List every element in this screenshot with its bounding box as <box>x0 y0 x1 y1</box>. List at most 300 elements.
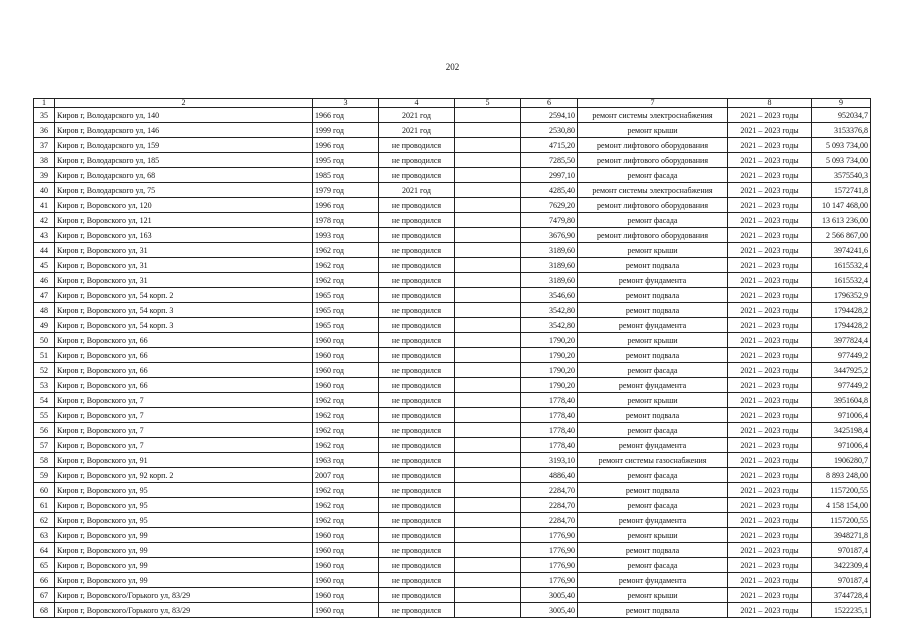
row-number-cell: 59 <box>34 468 55 483</box>
table-row <box>34 528 871 543</box>
period-cell: 2021 – 2023 годы <box>728 198 812 213</box>
period-cell: 2021 – 2023 годы <box>728 348 812 363</box>
column-header-4: 4 <box>379 99 455 108</box>
row-number-cell: 37 <box>34 138 55 153</box>
address-cell: Киров г, Воровского ул, 95 <box>55 513 313 528</box>
work-type-cell: ремонт фундамента <box>578 573 728 588</box>
table-row <box>34 123 871 138</box>
last-repair-year-cell: не проводился <box>379 333 455 348</box>
period-cell: 2021 – 2023 годы <box>728 438 812 453</box>
table-row <box>34 513 871 528</box>
row-number-cell: 43 <box>34 228 55 243</box>
cost-cell: 3948271,8 <box>812 528 871 543</box>
table-row <box>34 363 871 378</box>
last-repair-year-cell: не проводился <box>379 348 455 363</box>
work-type-cell: ремонт крыши <box>578 393 728 408</box>
last-repair-year-cell: не проводился <box>379 408 455 423</box>
work-type-cell: ремонт системы электроснабжения <box>578 183 728 198</box>
column-5-cell <box>455 273 521 288</box>
cost-cell: 977449,2 <box>812 348 871 363</box>
table-row <box>34 393 871 408</box>
cost-cell: 1615532,4 <box>812 273 871 288</box>
last-repair-year-cell: не проводился <box>379 378 455 393</box>
work-type-cell: ремонт подвала <box>578 483 728 498</box>
cost-cell: 3575540,3 <box>812 168 871 183</box>
last-repair-year-cell: не проводился <box>379 213 455 228</box>
table-row <box>34 588 871 603</box>
address-cell: Киров г, Володарского ул, 140 <box>55 108 313 123</box>
build-year-cell: 1962 год <box>313 483 379 498</box>
column-header-6: 6 <box>521 99 578 108</box>
column-5-cell <box>455 423 521 438</box>
table-row <box>34 138 871 153</box>
address-cell: Киров г, Воровского/Горького ул, 83/29 <box>55 603 313 618</box>
last-repair-year-cell: не проводился <box>379 558 455 573</box>
table-row <box>34 408 871 423</box>
cost-cell: 1796352,9 <box>812 288 871 303</box>
area-cell: 3189,60 <box>521 258 578 273</box>
last-repair-year-cell: не проводился <box>379 273 455 288</box>
area-cell: 4715,20 <box>521 138 578 153</box>
column-5-cell <box>455 438 521 453</box>
row-number-cell: 66 <box>34 573 55 588</box>
last-repair-year-cell: не проводился <box>379 198 455 213</box>
area-cell: 7479,80 <box>521 213 578 228</box>
cost-cell: 8 893 248,00 <box>812 468 871 483</box>
area-cell: 2284,70 <box>521 498 578 513</box>
address-cell: Киров г, Воровского ул, 99 <box>55 558 313 573</box>
area-cell: 3546,60 <box>521 288 578 303</box>
table-row <box>34 603 871 618</box>
cost-cell: 10 147 468,00 <box>812 198 871 213</box>
row-number-cell: 56 <box>34 423 55 438</box>
address-cell: Киров г, Володарского ул, 68 <box>55 168 313 183</box>
period-cell: 2021 – 2023 годы <box>728 183 812 198</box>
work-type-cell: ремонт системы газоснабжения <box>578 453 728 468</box>
address-cell: Киров г, Воровского ул, 91 <box>55 453 313 468</box>
work-type-cell: ремонт фундамента <box>578 273 728 288</box>
column-5-cell <box>455 378 521 393</box>
area-cell: 2530,80 <box>521 123 578 138</box>
page-number: 202 <box>445 62 460 72</box>
cost-cell: 4 158 154,00 <box>812 498 871 513</box>
row-number-cell: 36 <box>34 123 55 138</box>
column-5-cell <box>455 288 521 303</box>
area-cell: 3189,60 <box>521 243 578 258</box>
cost-cell: 1794428,2 <box>812 303 871 318</box>
last-repair-year-cell: не проводился <box>379 453 455 468</box>
build-year-cell: 1962 год <box>313 423 379 438</box>
last-repair-year-cell: не проводился <box>379 318 455 333</box>
cost-cell: 971006,4 <box>812 408 871 423</box>
column-header-1: 1 <box>34 99 55 108</box>
build-year-cell: 1962 год <box>313 438 379 453</box>
build-year-cell: 1962 год <box>313 513 379 528</box>
address-cell: Киров г, Воровского ул, 31 <box>55 273 313 288</box>
area-cell: 7285,50 <box>521 153 578 168</box>
table-row <box>34 378 871 393</box>
build-year-cell: 1960 год <box>313 588 379 603</box>
work-type-cell: ремонт подвала <box>578 348 728 363</box>
build-year-cell: 1960 год <box>313 363 379 378</box>
row-number-cell: 48 <box>34 303 55 318</box>
build-year-cell: 1965 год <box>313 288 379 303</box>
table-row <box>34 423 871 438</box>
row-number-cell: 55 <box>34 408 55 423</box>
period-cell: 2021 – 2023 годы <box>728 498 812 513</box>
last-repair-year-cell: не проводился <box>379 363 455 378</box>
column-5-cell <box>455 213 521 228</box>
area-cell: 3542,80 <box>521 318 578 333</box>
build-year-cell: 1962 год <box>313 243 379 258</box>
last-repair-year-cell: 2021 год <box>379 123 455 138</box>
period-cell: 2021 – 2023 годы <box>728 123 812 138</box>
table-row <box>34 453 871 468</box>
table-row <box>34 348 871 363</box>
period-cell: 2021 – 2023 годы <box>728 363 812 378</box>
last-repair-year-cell: не проводился <box>379 438 455 453</box>
table-row <box>34 183 871 198</box>
row-number-cell: 41 <box>34 198 55 213</box>
last-repair-year-cell: не проводился <box>379 588 455 603</box>
last-repair-year-cell: не проводился <box>379 228 455 243</box>
table-row <box>34 438 871 453</box>
last-repair-year-cell: не проводился <box>379 573 455 588</box>
column-header-8: 8 <box>728 99 812 108</box>
row-number-cell: 61 <box>34 498 55 513</box>
work-type-cell: ремонт крыши <box>578 588 728 603</box>
column-5-cell <box>455 183 521 198</box>
cost-cell: 3422309,4 <box>812 558 871 573</box>
area-cell: 3676,90 <box>521 228 578 243</box>
table-row <box>34 198 871 213</box>
area-cell: 3005,40 <box>521 603 578 618</box>
table-row <box>34 108 871 123</box>
work-type-cell: ремонт крыши <box>578 123 728 138</box>
build-year-cell: 1960 год <box>313 573 379 588</box>
area-cell: 4886,40 <box>521 468 578 483</box>
work-type-cell: ремонт системы электроснабжения <box>578 108 728 123</box>
column-5-cell <box>455 258 521 273</box>
address-cell: Киров г, Воровского ул, 7 <box>55 438 313 453</box>
row-number-cell: 38 <box>34 153 55 168</box>
period-cell: 2021 – 2023 годы <box>728 513 812 528</box>
cost-cell: 3977824,4 <box>812 333 871 348</box>
period-cell: 2021 – 2023 годы <box>728 333 812 348</box>
work-type-cell: ремонт подвала <box>578 258 728 273</box>
period-cell: 2021 – 2023 годы <box>728 453 812 468</box>
cost-cell: 970187,4 <box>812 543 871 558</box>
row-number-cell: 46 <box>34 273 55 288</box>
cost-cell: 3951604,8 <box>812 393 871 408</box>
last-repair-year-cell: 2021 год <box>379 183 455 198</box>
build-year-cell: 1962 год <box>313 393 379 408</box>
area-cell: 4285,40 <box>521 183 578 198</box>
row-number-cell: 53 <box>34 378 55 393</box>
cost-cell: 13 613 236,00 <box>812 213 871 228</box>
work-type-cell: ремонт крыши <box>578 333 728 348</box>
column-5-cell <box>455 558 521 573</box>
work-type-cell: ремонт лифтового оборудования <box>578 228 728 243</box>
build-year-cell: 1996 год <box>313 138 379 153</box>
last-repair-year-cell: не проводился <box>379 483 455 498</box>
table-row <box>34 273 871 288</box>
address-cell: Киров г, Воровского ул, 163 <box>55 228 313 243</box>
column-5-cell <box>455 123 521 138</box>
row-number-cell: 65 <box>34 558 55 573</box>
cost-cell: 1522235,1 <box>812 603 871 618</box>
column-5-cell <box>455 108 521 123</box>
last-repair-year-cell: не проводился <box>379 153 455 168</box>
last-repair-year-cell: не проводился <box>379 513 455 528</box>
row-number-cell: 47 <box>34 288 55 303</box>
cost-cell: 3744728,4 <box>812 588 871 603</box>
build-year-cell: 1960 год <box>313 348 379 363</box>
period-cell: 2021 – 2023 годы <box>728 168 812 183</box>
row-number-cell: 58 <box>34 453 55 468</box>
column-5-cell <box>455 528 521 543</box>
period-cell: 2021 – 2023 годы <box>728 603 812 618</box>
row-number-cell: 49 <box>34 318 55 333</box>
column-5-cell <box>455 198 521 213</box>
area-cell: 2284,70 <box>521 513 578 528</box>
work-type-cell: ремонт фундамента <box>578 378 728 393</box>
row-number-cell: 45 <box>34 258 55 273</box>
column-5-cell <box>455 603 521 618</box>
last-repair-year-cell: не проводился <box>379 528 455 543</box>
last-repair-year-cell: не проводился <box>379 258 455 273</box>
cost-cell: 5 093 734,00 <box>812 153 871 168</box>
address-cell: Киров г, Воровского ул, 66 <box>55 333 313 348</box>
period-cell: 2021 – 2023 годы <box>728 243 812 258</box>
address-cell: Киров г, Воровского ул, 120 <box>55 198 313 213</box>
area-cell: 1776,90 <box>521 573 578 588</box>
row-number-cell: 67 <box>34 588 55 603</box>
last-repair-year-cell: не проводился <box>379 423 455 438</box>
period-cell: 2021 – 2023 годы <box>728 288 812 303</box>
area-cell: 2284,70 <box>521 483 578 498</box>
build-year-cell: 1995 год <box>313 153 379 168</box>
cost-cell: 971006,4 <box>812 438 871 453</box>
repair-program-table <box>33 98 871 618</box>
work-type-cell: ремонт подвала <box>578 288 728 303</box>
last-repair-year-cell: не проводился <box>379 168 455 183</box>
build-year-cell: 1978 год <box>313 213 379 228</box>
cost-cell: 970187,4 <box>812 573 871 588</box>
column-5-cell <box>455 318 521 333</box>
table-row <box>34 258 871 273</box>
work-type-cell: ремонт подвала <box>578 543 728 558</box>
work-type-cell: ремонт фасада <box>578 423 728 438</box>
period-cell: 2021 – 2023 годы <box>728 573 812 588</box>
cost-cell: 3447925,2 <box>812 363 871 378</box>
area-cell: 3193,10 <box>521 453 578 468</box>
column-header-3: 3 <box>313 99 379 108</box>
address-cell: Киров г, Воровского ул, 66 <box>55 363 313 378</box>
address-cell: Киров г, Володарского ул, 146 <box>55 123 313 138</box>
table-row <box>34 153 871 168</box>
work-type-cell: ремонт фундамента <box>578 318 728 333</box>
cost-cell: 1906280,7 <box>812 453 871 468</box>
work-type-cell: ремонт крыши <box>578 528 728 543</box>
work-type-cell: ремонт фасада <box>578 558 728 573</box>
address-cell: Киров г, Воровского ул, 31 <box>55 258 313 273</box>
column-5-cell <box>455 453 521 468</box>
address-cell: Киров г, Воровского ул, 66 <box>55 348 313 363</box>
period-cell: 2021 – 2023 годы <box>728 213 812 228</box>
table-row <box>34 213 871 228</box>
build-year-cell: 1999 год <box>313 123 379 138</box>
period-cell: 2021 – 2023 годы <box>728 138 812 153</box>
column-5-cell <box>455 483 521 498</box>
address-cell: Киров г, Володарского ул, 75 <box>55 183 313 198</box>
build-year-cell: 1960 год <box>313 378 379 393</box>
cost-cell: 952034,7 <box>812 108 871 123</box>
column-5-cell <box>455 513 521 528</box>
column-5-cell <box>455 333 521 348</box>
build-year-cell: 1996 год <box>313 198 379 213</box>
last-repair-year-cell: не проводился <box>379 498 455 513</box>
work-type-cell: ремонт лифтового оборудования <box>578 138 728 153</box>
build-year-cell: 1985 год <box>313 168 379 183</box>
area-cell: 1790,20 <box>521 363 578 378</box>
table-row <box>34 303 871 318</box>
period-cell: 2021 – 2023 годы <box>728 588 812 603</box>
cost-cell: 1157200,55 <box>812 513 871 528</box>
column-header-2: 2 <box>55 99 313 108</box>
period-cell: 2021 – 2023 годы <box>728 408 812 423</box>
last-repair-year-cell: не проводился <box>379 543 455 558</box>
column-5-cell <box>455 468 521 483</box>
build-year-cell: 1960 год <box>313 333 379 348</box>
work-type-cell: ремонт фасада <box>578 213 728 228</box>
area-cell: 1778,40 <box>521 438 578 453</box>
build-year-cell: 1960 год <box>313 603 379 618</box>
cost-cell: 1157200,55 <box>812 483 871 498</box>
build-year-cell: 1965 год <box>313 303 379 318</box>
address-cell: Киров г, Воровского ул, 92 корп. 2 <box>55 468 313 483</box>
work-type-cell: ремонт подвала <box>578 408 728 423</box>
cost-cell: 3153376,8 <box>812 123 871 138</box>
build-year-cell: 1966 год <box>313 108 379 123</box>
address-cell: Киров г, Воровского ул, 99 <box>55 543 313 558</box>
work-type-cell: ремонт фундамента <box>578 513 728 528</box>
last-repair-year-cell: не проводился <box>379 468 455 483</box>
address-cell: Киров г, Воровского ул, 121 <box>55 213 313 228</box>
work-type-cell: ремонт крыши <box>578 243 728 258</box>
address-cell: Киров г, Воровского ул, 7 <box>55 408 313 423</box>
period-cell: 2021 – 2023 годы <box>728 393 812 408</box>
table-row <box>34 498 871 513</box>
build-year-cell: 1963 год <box>313 453 379 468</box>
column-5-cell <box>455 348 521 363</box>
work-type-cell: ремонт лифтового оборудования <box>578 198 728 213</box>
cost-cell: 977449,2 <box>812 378 871 393</box>
period-cell: 2021 – 2023 годы <box>728 273 812 288</box>
column-5-cell <box>455 393 521 408</box>
column-5-cell <box>455 303 521 318</box>
address-cell: Киров г, Володарского ул, 159 <box>55 138 313 153</box>
address-cell: Киров г, Володарского ул, 185 <box>55 153 313 168</box>
column-5-cell <box>455 588 521 603</box>
row-number-cell: 62 <box>34 513 55 528</box>
area-cell: 1776,90 <box>521 543 578 558</box>
cost-cell: 3425198,4 <box>812 423 871 438</box>
column-5-cell <box>455 138 521 153</box>
address-cell: Киров г, Воровского ул, 31 <box>55 243 313 258</box>
address-cell: Киров г, Воровского ул, 99 <box>55 528 313 543</box>
area-cell: 1790,20 <box>521 378 578 393</box>
build-year-cell: 1965 год <box>313 318 379 333</box>
work-type-cell: ремонт фундамента <box>578 438 728 453</box>
build-year-cell: 1960 год <box>313 528 379 543</box>
row-number-cell: 50 <box>34 333 55 348</box>
build-year-cell: 1960 год <box>313 558 379 573</box>
address-cell: Киров г, Воровского ул, 54 корп. 3 <box>55 318 313 333</box>
table-row <box>34 288 871 303</box>
table-body <box>34 108 871 618</box>
area-cell: 3005,40 <box>521 588 578 603</box>
area-cell: 2594,10 <box>521 108 578 123</box>
row-number-cell: 35 <box>34 108 55 123</box>
column-header-5: 5 <box>455 99 521 108</box>
column-header-7: 7 <box>578 99 728 108</box>
column-5-cell <box>455 153 521 168</box>
table-row <box>34 543 871 558</box>
table-row <box>34 168 871 183</box>
column-5-cell <box>455 228 521 243</box>
area-cell: 1778,40 <box>521 393 578 408</box>
build-year-cell: 2007 год <box>313 468 379 483</box>
cost-cell: 3974241,6 <box>812 243 871 258</box>
period-cell: 2021 – 2023 годы <box>728 468 812 483</box>
build-year-cell: 1962 год <box>313 498 379 513</box>
row-number-cell: 44 <box>34 243 55 258</box>
address-cell: Киров г, Воровского ул, 7 <box>55 423 313 438</box>
period-cell: 2021 – 2023 годы <box>728 153 812 168</box>
cost-cell: 2 566 867,00 <box>812 228 871 243</box>
build-year-cell: 1979 год <box>313 183 379 198</box>
build-year-cell: 1962 год <box>313 273 379 288</box>
cost-cell: 1794428,2 <box>812 318 871 333</box>
period-cell: 2021 – 2023 годы <box>728 423 812 438</box>
address-cell: Киров г, Воровского ул, 99 <box>55 573 313 588</box>
work-type-cell: ремонт фасада <box>578 168 728 183</box>
area-cell: 1778,40 <box>521 408 578 423</box>
address-cell: Киров г, Воровского ул, 54 корп. 2 <box>55 288 313 303</box>
table-row <box>34 333 871 348</box>
row-number-cell: 40 <box>34 183 55 198</box>
area-cell: 1776,90 <box>521 528 578 543</box>
area-cell: 3189,60 <box>521 273 578 288</box>
area-cell: 1790,20 <box>521 348 578 363</box>
row-number-cell: 57 <box>34 438 55 453</box>
cost-cell: 1572741,8 <box>812 183 871 198</box>
work-type-cell: ремонт фасада <box>578 498 728 513</box>
period-cell: 2021 – 2023 годы <box>728 558 812 573</box>
row-number-cell: 51 <box>34 348 55 363</box>
column-header-9: 9 <box>812 99 871 108</box>
column-5-cell <box>455 543 521 558</box>
build-year-cell: 1960 год <box>313 543 379 558</box>
table-row <box>34 318 871 333</box>
period-cell: 2021 – 2023 годы <box>728 483 812 498</box>
build-year-cell: 1962 год <box>313 258 379 273</box>
area-cell: 1776,90 <box>521 558 578 573</box>
column-5-cell <box>455 363 521 378</box>
table-row <box>34 468 871 483</box>
row-number-cell: 60 <box>34 483 55 498</box>
